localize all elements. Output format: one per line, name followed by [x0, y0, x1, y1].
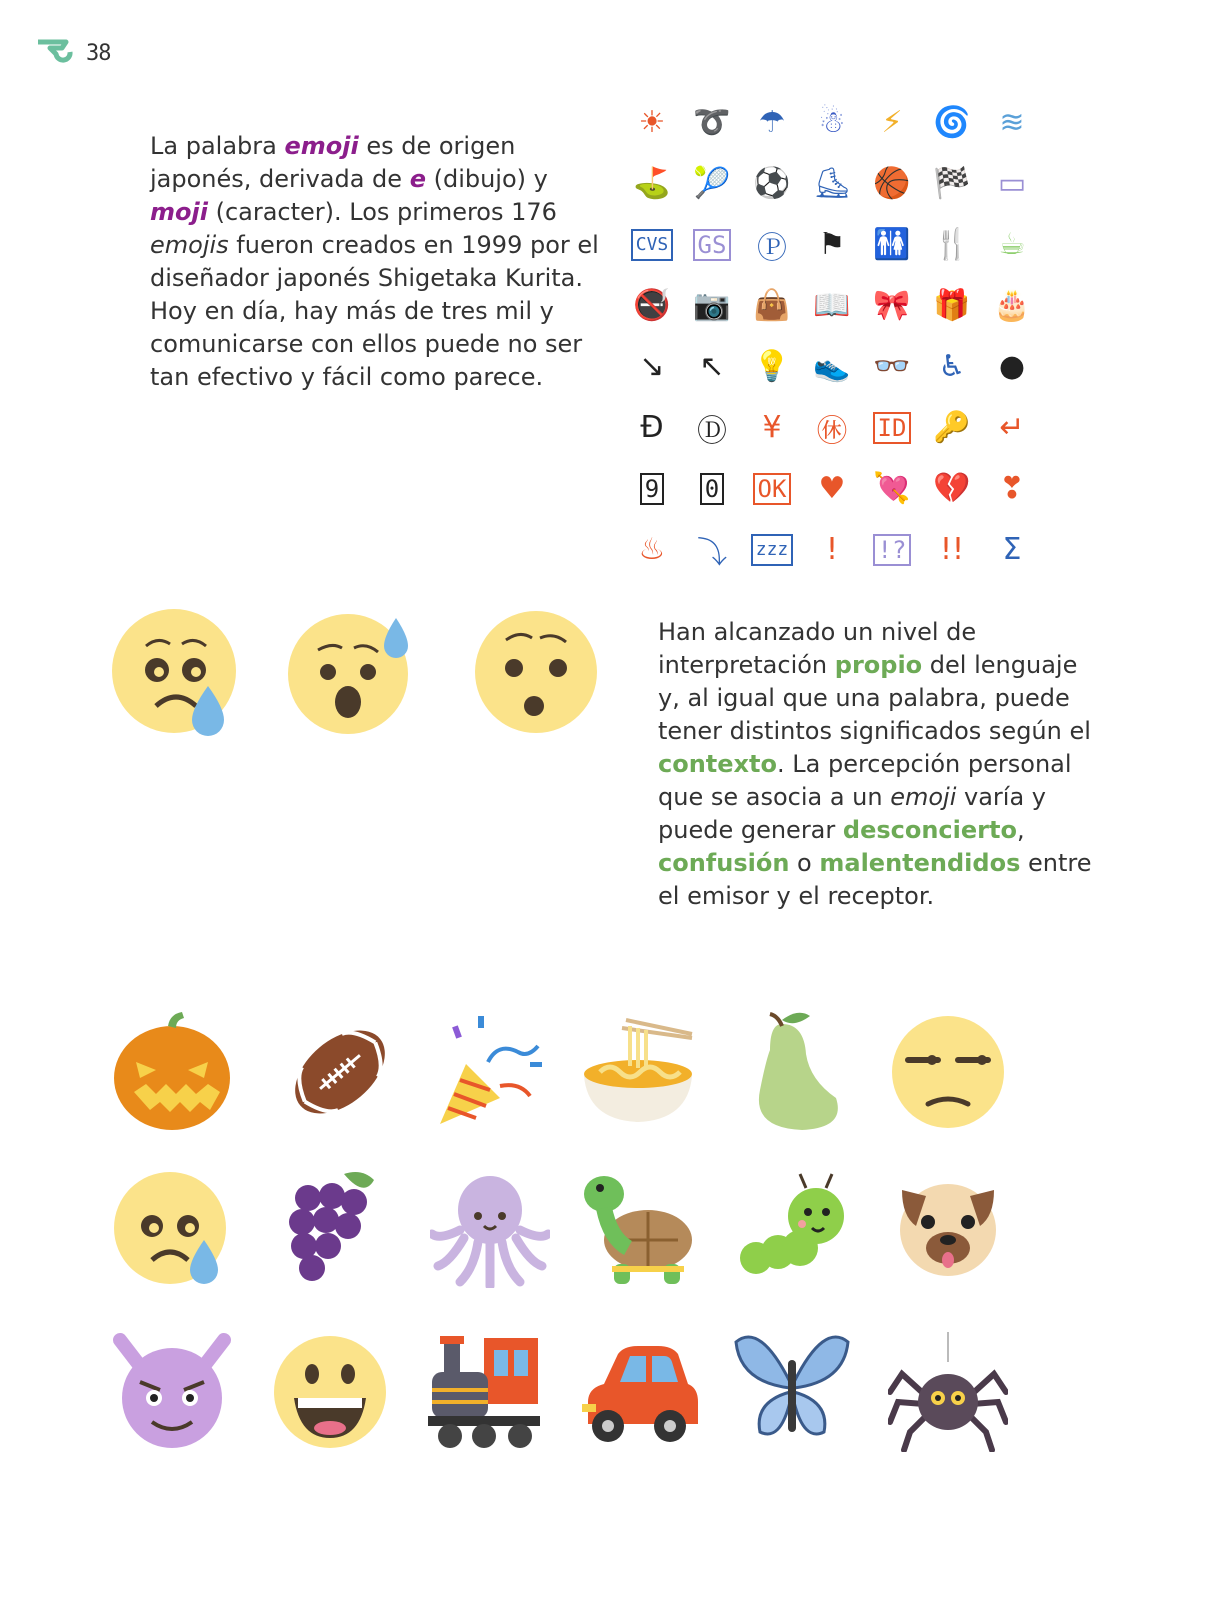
broken-heart-icon: 💔	[933, 471, 971, 506]
body-segment: propio	[834, 651, 923, 679]
hushed-face-icon	[474, 610, 598, 734]
jack-o-lantern-icon	[112, 1012, 232, 1132]
gas-station-label: GS	[693, 229, 732, 261]
gas-station-icon	[682, 214, 742, 275]
body-segment: o	[789, 849, 820, 877]
id-label: ID	[873, 412, 912, 444]
butterfly-icon	[732, 1332, 852, 1452]
tennis-icon: 🎾	[693, 166, 731, 201]
body-segment: entre el emisor y el receptor.	[658, 849, 1092, 910]
cvs-store-label: CVS	[631, 229, 674, 261]
body-segment: . La percepción personal que se asocia a un	[658, 750, 1072, 811]
heart-arrow-icon: 💘	[873, 471, 911, 506]
cyclone-icon: 🌀	[933, 105, 971, 140]
golf-icon: ⛳	[633, 166, 671, 201]
key-icon: 🔑	[933, 410, 971, 445]
restaurant-icon: 🍴	[933, 227, 971, 262]
intro-segment: emoji	[284, 132, 359, 160]
intro-segment: e	[409, 165, 426, 193]
basketball-icon: 🏀	[873, 166, 911, 201]
sun-icon: ☀	[638, 105, 666, 140]
heart-icon: ♥	[818, 471, 846, 506]
flag-icon: 🏁	[933, 166, 971, 201]
body-segment: del lenguaje y, al igual que una palabra, puede tener distintos significados según el	[658, 651, 1091, 745]
hearts-icon: ❣	[999, 471, 1025, 506]
snowman-icon: ☃	[818, 105, 846, 140]
new-moon-icon: ●	[998, 349, 1026, 384]
lightning-icon: ⚡	[881, 105, 903, 140]
exclamation-icon: !	[825, 532, 839, 567]
noodle-bowl-icon	[578, 1012, 698, 1132]
arrow-down-right-icon: ↘	[639, 349, 665, 384]
anxious-sweat-face-icon	[288, 610, 418, 736]
party-popper-icon	[434, 1012, 554, 1132]
intro-segment: La palabra	[150, 132, 285, 160]
ok-label: OK	[753, 473, 792, 505]
umbrella-icon: ☂	[758, 105, 786, 140]
page-header	[38, 38, 111, 68]
glasses-icon: 👓	[873, 349, 911, 384]
bag-icon: 👜	[753, 288, 791, 323]
caterpillar-icon	[732, 1168, 852, 1288]
crying-face-small-icon	[112, 1168, 232, 1288]
intro-segment: es de origen japonés, derivada de	[150, 132, 516, 193]
publisher-logo-icon	[38, 38, 78, 68]
cvs-store-icon	[622, 214, 682, 275]
body-segment: confusión	[658, 849, 790, 877]
spider-icon	[888, 1332, 1008, 1452]
classic-emoji-grid	[622, 92, 1042, 580]
cloud-icon: ➰	[693, 105, 731, 140]
intro-segment: (caracter). Los primeros 176	[207, 198, 557, 226]
intro-segment: (dibujo) y	[425, 165, 548, 193]
arrow-up-left-icon: ↖	[699, 349, 725, 384]
intro-paragraph	[150, 130, 610, 394]
free-icon: ㊡	[817, 413, 847, 449]
grapes-icon	[274, 1168, 394, 1288]
page-number: 38	[86, 40, 111, 66]
camera-icon: 📷	[693, 288, 731, 323]
sleep-label: zzz	[751, 534, 794, 566]
intro-segment: emojis	[150, 231, 229, 259]
birthday-icon: 🎂	[993, 288, 1031, 323]
shoe-icon: 👟	[813, 349, 851, 384]
body-segment: Han alcanzado un nivel de interpretación	[658, 618, 977, 679]
body-segment: varía y puede generar	[658, 783, 1047, 844]
car-icon	[578, 1332, 698, 1452]
fog-icon: ≋	[999, 105, 1025, 140]
turtle-icon	[578, 1168, 698, 1288]
football-icon	[280, 1012, 400, 1132]
sleep-icon	[742, 519, 802, 580]
locomotive-icon	[424, 1332, 544, 1452]
body-paragraph	[658, 616, 1098, 913]
crying-face-icon	[112, 606, 242, 736]
hot-icon: ♨	[638, 532, 666, 567]
double-exclamation-icon: !!	[939, 532, 965, 567]
number-nine-label: 9	[640, 473, 664, 505]
interrobang-icon	[862, 519, 922, 580]
smiling-devil-icon	[112, 1332, 232, 1452]
d-circle-icon: Ⓓ	[697, 413, 727, 449]
yen-icon: ¥	[762, 410, 782, 445]
sigma-icon: Σ	[1002, 532, 1022, 567]
gift-icon: 🎁	[933, 288, 971, 323]
skate-icon: ⛸	[812, 166, 852, 201]
body-segment: contexto	[658, 750, 777, 778]
restroom-icon: 🚻	[873, 227, 911, 262]
dog-face-icon	[888, 1168, 1008, 1288]
d-mark-icon: Ð	[640, 410, 664, 445]
idea-icon: 💡	[753, 349, 791, 384]
soccer-icon: ⚽	[753, 166, 791, 201]
number-zero-label: 0	[700, 473, 724, 505]
intro-segment: fueron creados en 1999 por el diseñador japonés Shigetaka Kurita. Hoy en día, hay más de tres mil y comunicarse con ellos puede no ser tan efectivo y fácil como parece.	[150, 231, 599, 391]
interrobang-label: !?	[873, 534, 912, 566]
book-icon: 📖	[813, 288, 851, 323]
pear-icon	[732, 1012, 852, 1132]
number-zero-icon	[682, 458, 742, 519]
number-nine-icon	[622, 458, 682, 519]
body-segment: ,	[1016, 816, 1025, 844]
ticket-icon: ▭	[997, 166, 1027, 201]
cafe-icon: ☕	[998, 227, 1026, 262]
enter-icon: ↵	[999, 410, 1025, 445]
body-segment: emoji	[890, 783, 957, 811]
signal-icon: ⚑	[818, 227, 846, 262]
wheelchair-icon: ♿	[938, 349, 966, 384]
ribbon-icon: 🎀	[873, 288, 911, 323]
body-segment: desconcierto	[842, 816, 1017, 844]
body-segment: malentendidos	[819, 849, 1021, 877]
ok-icon	[742, 458, 802, 519]
intro-segment: moji	[150, 198, 208, 226]
curve-arrow-icon: ⤵	[697, 535, 727, 571]
unamused-face-icon	[888, 1012, 1008, 1132]
id-icon	[862, 397, 922, 458]
octopus-icon	[430, 1168, 550, 1288]
no-smoking-icon: 🚭	[633, 288, 671, 323]
grinning-face-icon	[270, 1332, 390, 1452]
parking-icon: Ⓟ	[757, 230, 787, 266]
